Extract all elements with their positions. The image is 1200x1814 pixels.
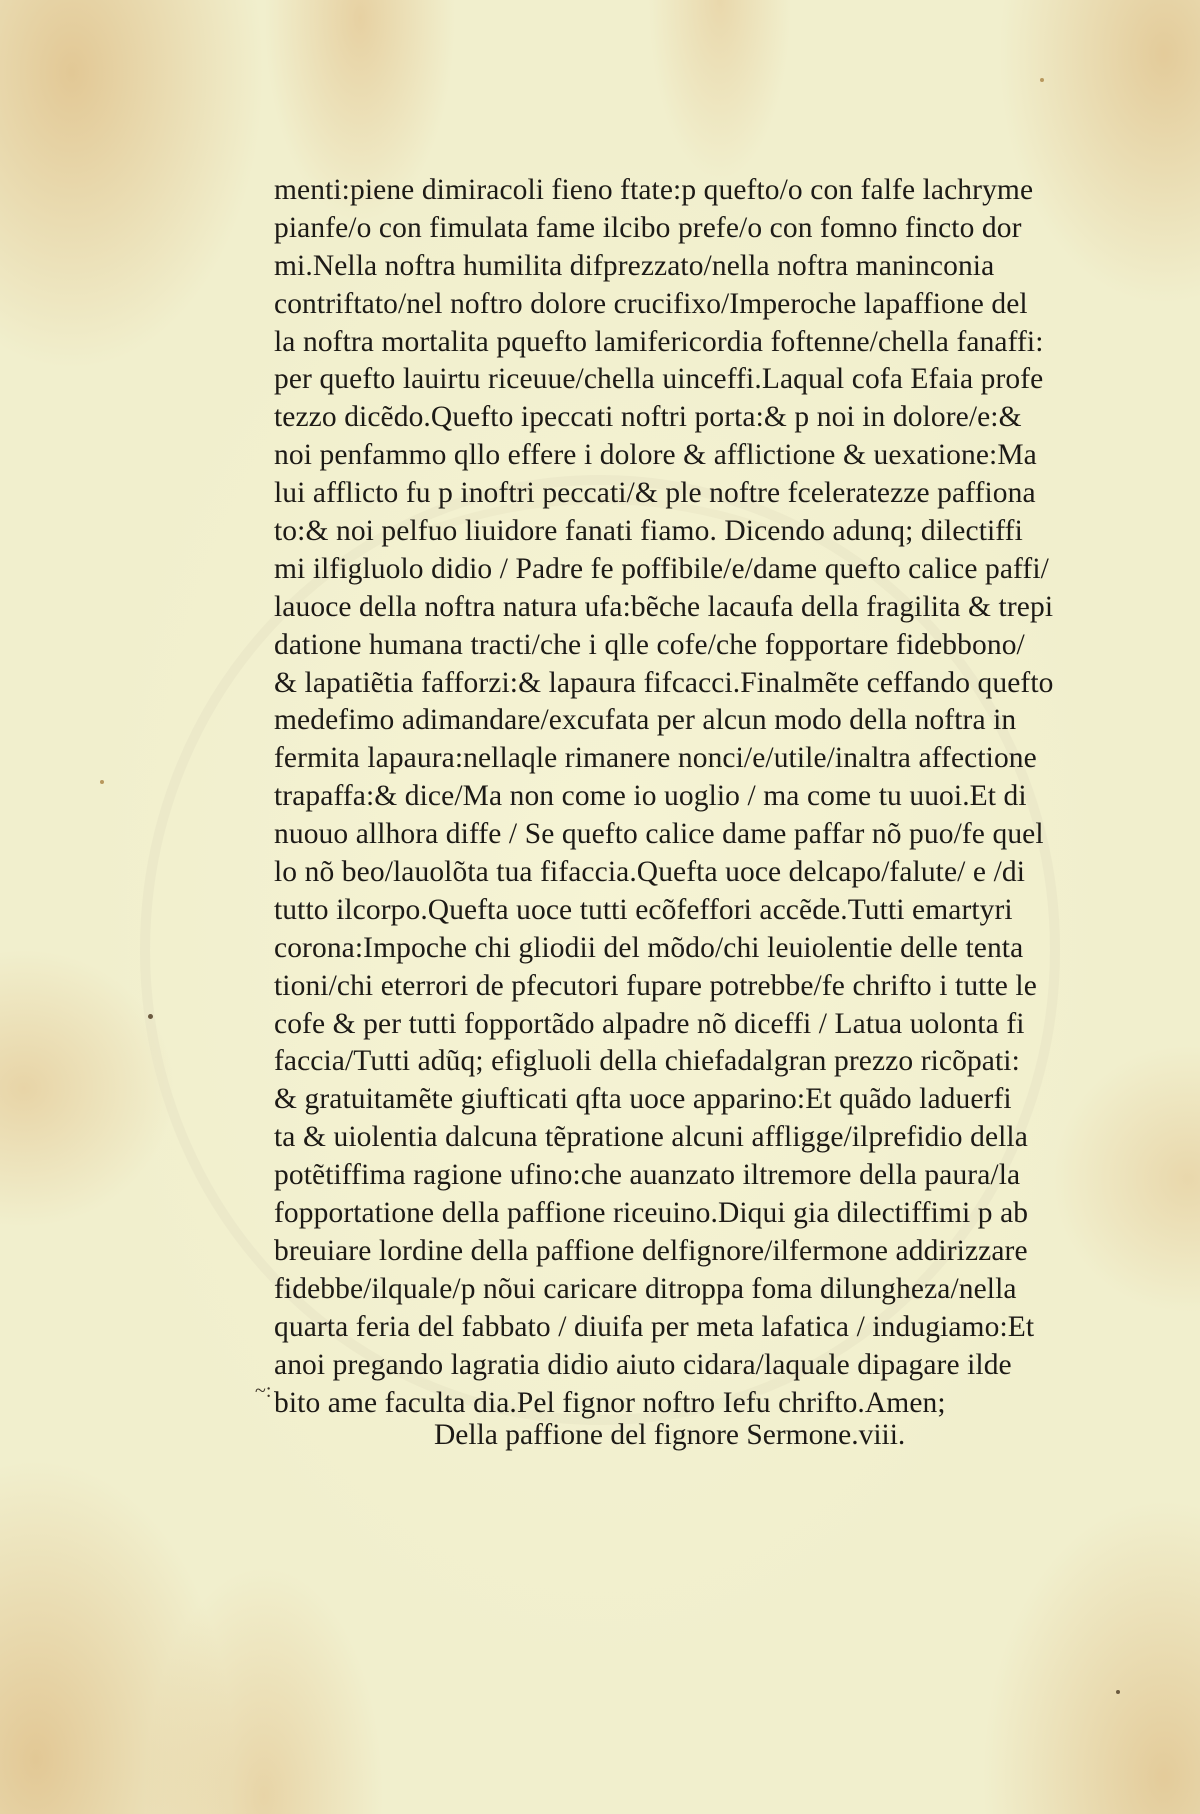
text-line: lui afflicto fu p inoftri peccati/& ple noftre fceleratezze paffiona [274,477,1036,510]
text-line: la noftra mortalita pquefto lamifericordia foftenne/chella fanaffi: [274,325,1044,358]
text-line: fopportatione della paffione riceuino.Diqui gia dilectiffimi p ab [274,1197,1029,1230]
ink-speck [100,780,104,784]
text-line: fidebbe/ilquale/p nõui caricare ditroppa foma dilungheza/nella [274,1272,1017,1305]
text-line: menti:piene dimiracoli fieno ftate:p quefto/o con falfe lachryme [274,174,1034,206]
text-line: bito ame faculta dia.Pel fignor noftro Iefu chrifto.Amen; [274,1386,946,1419]
text-line: mi ilfigluolo didio / Padre fe poffibile/e/dame quefto calice paffi/ [274,552,1049,585]
text-line: pianfe/o con fimulata fame ilcibo prefe/o con fomno fincto dor [274,211,1022,244]
text-line: & gratuitamẽte giufticati qfta uoce apparino:Et quãdo laduerfi [274,1083,1012,1116]
text-line: quarta feria del fabbato / diuifa per meta lafatica / indugiamo:Et [274,1310,1035,1343]
text-line: faccia/Tutti adũq; efigluoli della chiefadalgran prezzo ricõpati: [274,1045,1020,1078]
text-line: & lapatiẽtia fafforzi:& lapaura fifcacci.Finalmẽte ceffando quefto [274,666,1054,699]
marginal-mark: ~: [255,1380,272,1402]
text-line: trapaffa:& dice/Ma non come io uoglio / ma come tu uuoi.Et di [274,780,1027,813]
text-line: contriftato/nel noftro dolore crucifixo/Imperoche lapaffione del [274,287,1028,320]
text-line: fermita lapaura:nellaqle rimanere nonci/e/utile/inaltra affectione [274,742,1037,775]
text-line: cofe & per tutti fopportãdo alpadre nõ diceffi / Latua uolonta fi [274,1007,1025,1040]
text-line: to:& noi pelfuo liuidore fanati fiamo. Dicendo adunq; dilectiffi [274,515,1023,548]
text-line: nuouo allhora diffe / Se quefto calice dame paffar nõ puo/fe quel [274,818,1044,851]
body-text [274,172,1104,1422]
ink-speck [1040,78,1044,82]
text-line: ta & uiolentia dalcuna tẽpratione alcuni affligge/ilprefidio della [274,1121,1028,1154]
ink-speck [1116,1690,1120,1694]
text-line: tioni/chi eterrori de pfecutori fupare potrebbe/fe chrifto i tutte le [274,969,1037,1002]
section-heading: Della paffione del fignore Sermone.viii. [434,1419,906,1451]
text-line: potẽtiffima ragione ufino:che auanzato iltremore della paura/la [274,1159,1021,1192]
text-line: lauoce della noftra natura ufa:bẽche lacaufa della fragilita & trepi [274,590,1054,623]
text-line: lo nõ beo/lauolõta tua fifaccia.Quefta uoce delcapo/falute/ e /di [274,856,1026,889]
text-line: breuiare lordine della paffione delfignore/ilfermone addirizzare [274,1234,1028,1267]
text-line: datione humana tracti/che i qlle cofe/che fopportare fidebbono/ [274,628,1025,661]
text-line: mi.Nella noftra humilita difprezzato/nella noftra maninconia [274,249,995,282]
text-line: tutto ilcorpo.Quefta uoce tutti ecõfeffori accẽde.Tutti emartyri [274,893,1013,926]
text-line: tezzo dicẽdo.Quefto ipeccati noftri porta:& p noi in dolore/e:& [274,401,1022,434]
ink-speck [148,1014,153,1019]
text-line: noi penfammo qllo effere i dolore & afflictione & uexatione:Ma [274,439,1037,472]
text-line: corona:Impoche chi gliodii del mõdo/chi leuiolentie delle tenta [274,931,1024,964]
text-line: medefimo adimandare/excufata per alcun modo della noftra in [274,704,1017,737]
text-line: anoi pregando lagratia didio aiuto cidara/laquale dipagare ilde [274,1348,1012,1381]
text-line: per quefto lauirtu riceuue/chella uinceffi.Laqual cofa Efaia profe [274,363,1044,396]
